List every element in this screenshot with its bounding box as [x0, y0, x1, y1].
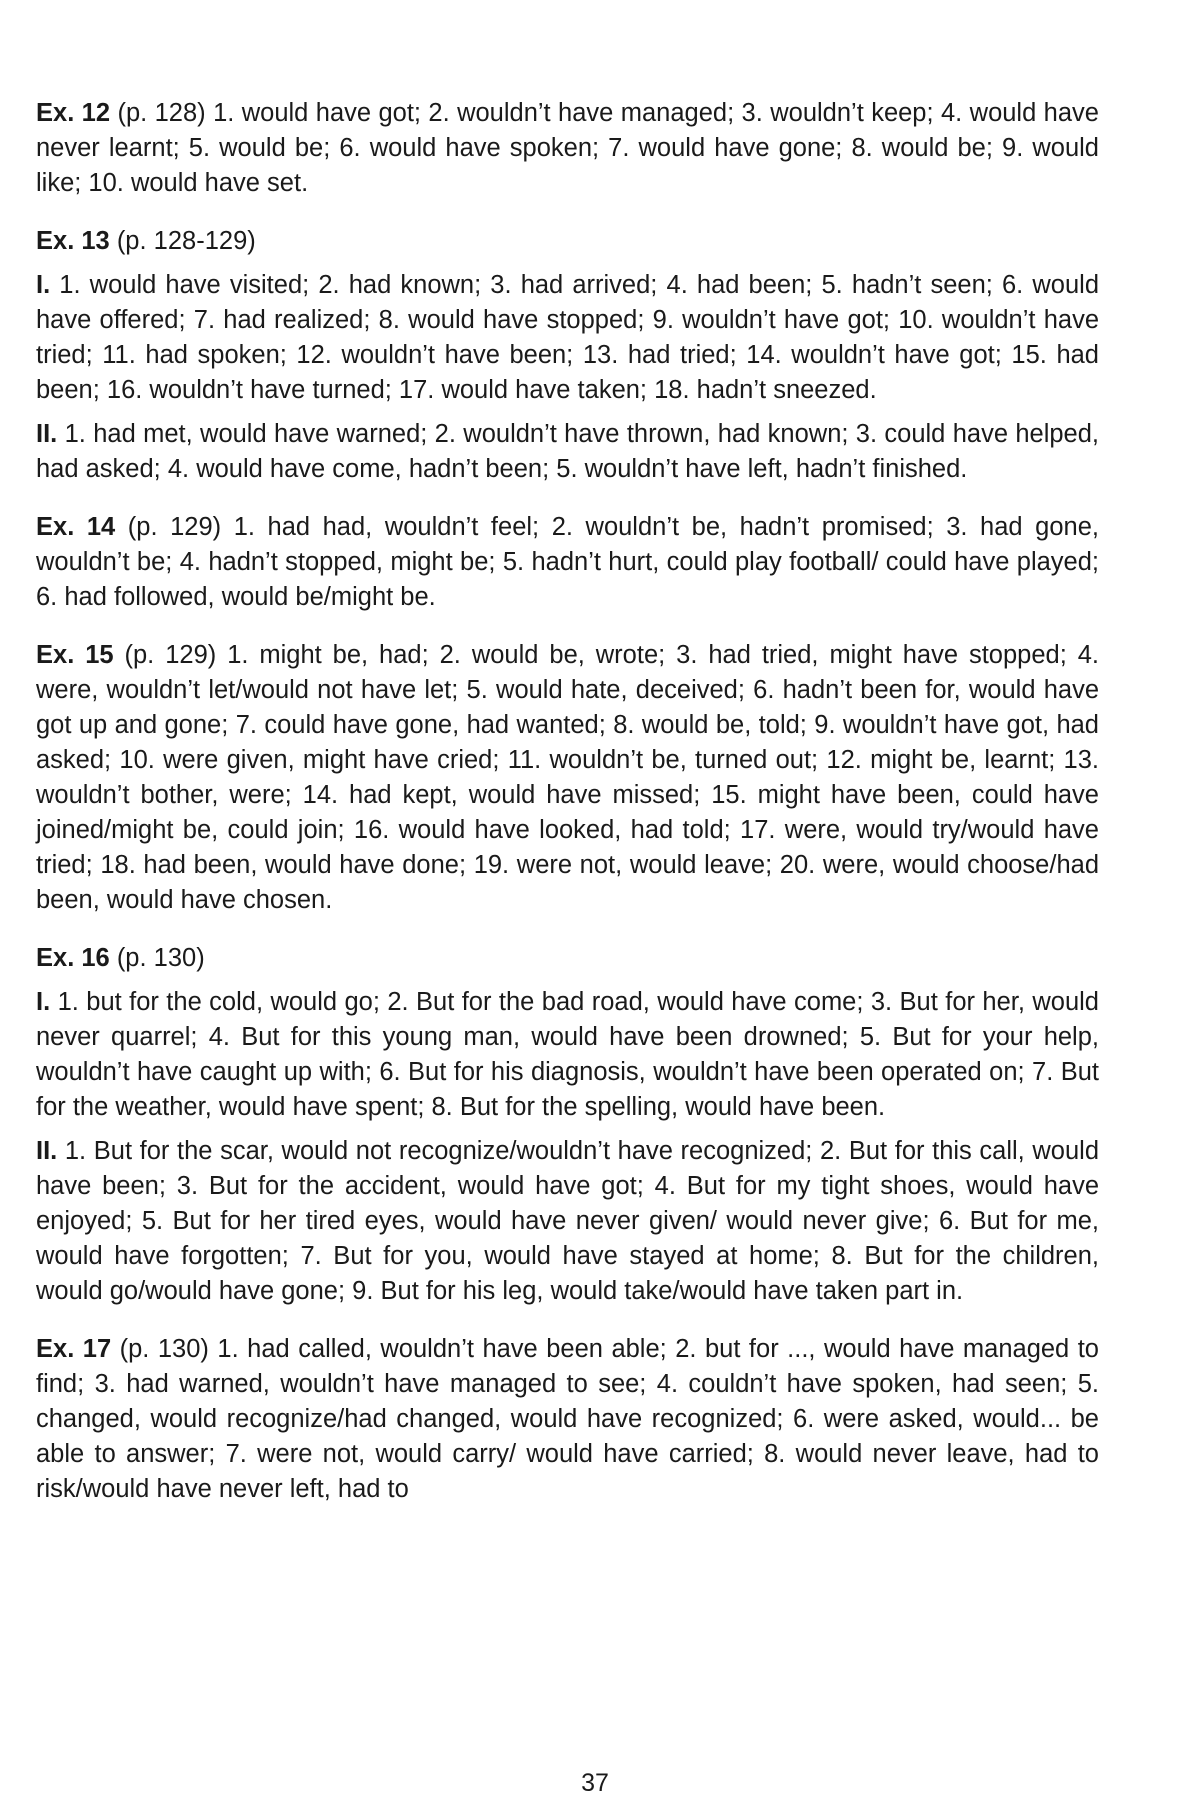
exercise-17 [36, 1332, 1099, 1507]
exercise-12 [36, 96, 1099, 201]
page-reference: (p. 129) [113, 641, 228, 669]
exercise-answers: 1. would have visited; 2. had known; 3. had arrived; 4. had been; 5. hadn’t seen; 6. would have offered; 7. had realized; 8. would have stopped; 9. wouldn’t have got; 10. wouldn’t have tried; 11. had spoken; 12. wouldn’t have been; 13. had tried; 14. wouldn’t have got; 15. had been; 16. wouldn’t have turned; 17. would have taken; 18. hadn’t sneezed. [36, 271, 1099, 404]
exercise-16-part-2 [36, 1134, 1099, 1309]
exercise-answers: 1. But for the scar, would not recognize/wouldn’t have recognized; 2. But for this call, would have been; 3. But for the accident, would have got; 4. But for my tight shoes, would have enjoyed; 5. But for her tired eyes, would have never given/ would never give; 6. But for me, would have forgotten; 7. But for you, would have stayed at home; 8. But for the children, would go/would have gone; 9. But for his leg, would take/would have taken part in. [36, 1137, 1099, 1305]
exercise-label: Ex. 15 [36, 641, 114, 669]
exercise-13-part-1 [36, 268, 1099, 408]
page-reference: (p. 128-129) [109, 227, 256, 255]
page-reference: (p. 130) [111, 1335, 218, 1363]
exercise-16-part-1 [36, 985, 1099, 1125]
exercise-15 [36, 638, 1099, 918]
part-label: I. [36, 271, 51, 299]
exercise-answers: 1. but for the cold, would go; 2. But for the bad road, would have come; 3. But for her, would never quarrel; 4. But for this young man, would have been drowned; 5. But for your help, wouldn’t have caught up with; 6. But for his diagnosis, wouldn’t have been operated on; 7. But for the weather, would have spent; 8. But for the spelling, would have been. [36, 988, 1099, 1121]
page-number: 37 [581, 1769, 609, 1797]
exercise-label: Ex. 16 [36, 944, 110, 972]
page-reference: (p. 130) [109, 944, 205, 972]
exercise-answers: 1. had met, would have warned; 2. wouldn’t have thrown, had known; 3. could have helped, had asked; 4. would have come, hadn’t been; 5. wouldn’t have left, hadn’t finished. [36, 420, 1099, 483]
exercise-14 [36, 510, 1099, 615]
exercise-label: Ex. 17 [36, 1335, 112, 1363]
page-reference: (p. 129) [115, 513, 234, 541]
page-reference: (p. 128) [110, 99, 214, 127]
exercise-label: Ex. 14 [36, 513, 116, 541]
exercise-answers: 1. had called, wouldn’t have been able; 2. but for ..., would have managed to find; 3. had warned, wouldn’t have managed to see; 4. couldn’t have spoken, had seen; 5. changed, would recognize/had changed, would have recognized; 6. were asked, would... be able to answer; 7. were not, would carry/ would have carried; 8. would never leave, had to risk/would have never left, had to [36, 1335, 1099, 1503]
exercise-16-heading [36, 941, 1099, 976]
answer-key-page [36, 96, 1099, 1507]
part-label: I. [36, 988, 51, 1016]
exercise-13-part-2 [36, 417, 1099, 487]
exercise-label: Ex. 12 [36, 99, 111, 127]
part-label: II. [36, 420, 58, 448]
exercise-answers: 1. had had, wouldn’t feel; 2. wouldn’t be, hadn’t promised; 3. had gone, wouldn’t be; 4. hadn’t stopped, might be; 5. hadn’t hurt, could play football/ could have played; 6. had followed, would be/might be. [36, 513, 1099, 611]
part-label: II. [36, 1137, 58, 1165]
exercise-answers: 1. might be, had; 2. would be, wrote; 3. had tried, might have stopped; 4. were, wouldn’t let/would not have let; 5. would hate, deceived; 6. hadn’t been for, would have got up and gone; 7. could have gone, had wanted; 8. would be, told; 9. wouldn’t have got, had asked; 10. were given, might have cried; 11. wouldn’t be, turned out; 12. might be, learnt; 13. wouldn’t bother, were; 14. had kept, would have missed; 15. might have been, could have joined/might be, could join; 16. would have looked, had told; 17. were, would try/would have tried; 18. had been, would have done; 19. were not, would leave; 20. were, would choose/had been, would have chosen. [36, 641, 1099, 914]
exercise-13-heading [36, 224, 1099, 259]
exercise-label: Ex. 13 [36, 227, 110, 255]
exercise-answers: 1. would have got; 2. wouldn’t have managed; 3. wouldn’t keep; 4. would have never learnt; 5. would be; 6. would have spoken; 7. would have gone; 8. would be; 9. would like; 10. would have set. [36, 99, 1099, 197]
